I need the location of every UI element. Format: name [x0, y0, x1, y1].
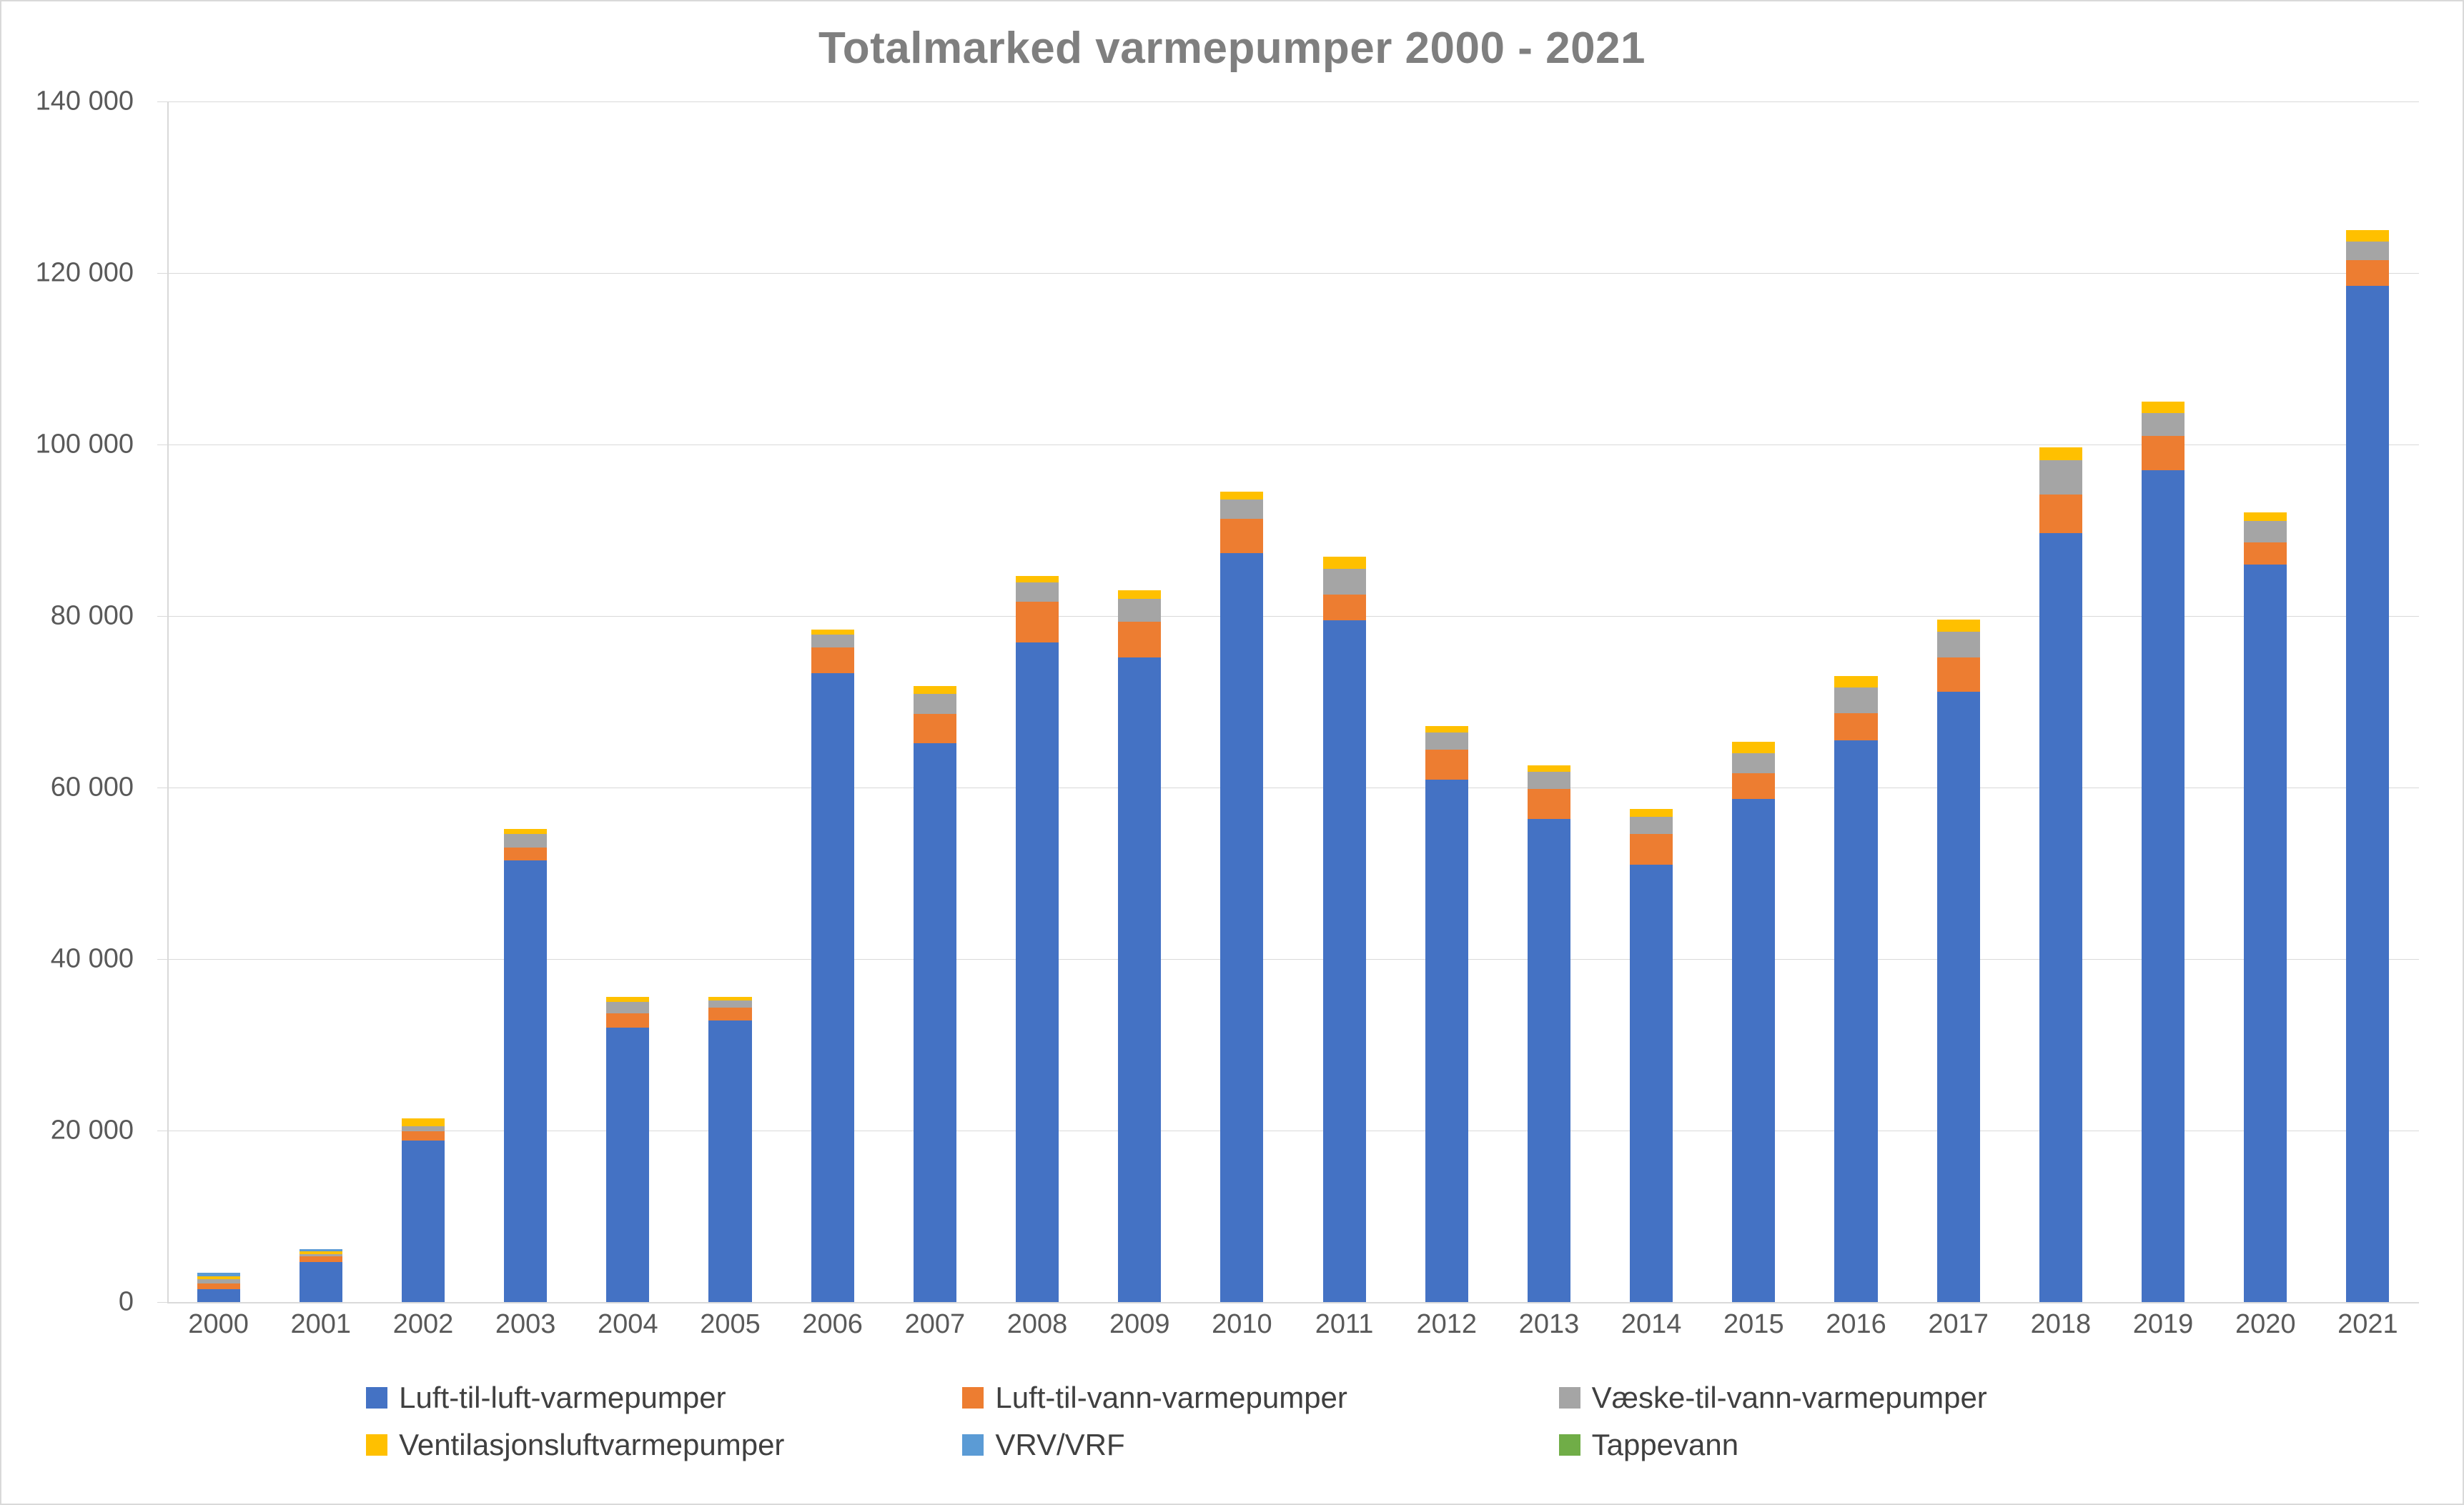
bar-segment[interactable] [1834, 713, 1877, 740]
bar-segment[interactable] [300, 1262, 342, 1302]
y-axis-tick [157, 444, 167, 445]
bar-segment[interactable] [1016, 582, 1059, 601]
legend-swatch-icon [962, 1387, 984, 1409]
legend-label: Luft-til-luft-varmepumper [399, 1381, 726, 1414]
bar-group[interactable] [197, 1273, 240, 1302]
bar-segment[interactable] [1732, 799, 1775, 1302]
x-axis-label: 2003 [495, 1309, 556, 1339]
bar-group[interactable] [1016, 576, 1059, 1302]
bar-segment[interactable] [2346, 286, 2389, 1302]
x-axis-label: 2017 [1928, 1309, 1989, 1339]
x-axis-label: 2005 [700, 1309, 761, 1339]
bar-segment[interactable] [811, 635, 854, 647]
bar-segment[interactable] [2346, 230, 2389, 242]
legend-label: Luft-til-vann-varmepumper [995, 1381, 1347, 1414]
bar-segment[interactable] [300, 1256, 342, 1261]
bar-group[interactable] [402, 1118, 445, 1302]
bar-segment[interactable] [402, 1126, 445, 1131]
x-axis-label: 2011 [1315, 1309, 1374, 1339]
bar-segment[interactable] [2039, 460, 2082, 495]
bar-segment[interactable] [2244, 565, 2287, 1302]
x-axis-label: 2010 [1212, 1309, 1272, 1339]
bar-group[interactable] [1834, 676, 1877, 1302]
bar-segment[interactable] [2039, 447, 2082, 460]
legend-item[interactable] [337, 1381, 934, 1415]
bar-segment[interactable] [1118, 657, 1161, 1302]
bar-segment[interactable] [1528, 772, 1570, 789]
bar-group[interactable] [2244, 512, 2287, 1302]
bar-segment[interactable] [1732, 773, 1775, 799]
bar-group[interactable] [2346, 230, 2389, 1302]
bar-group[interactable] [300, 1249, 342, 1302]
bar-segment[interactable] [197, 1283, 240, 1289]
y-axis-tick [157, 959, 167, 960]
bar-segment[interactable] [1630, 865, 1673, 1302]
x-axis-label: 2001 [290, 1309, 352, 1339]
y-axis-label: 60 000 [50, 772, 134, 803]
x-axis-label: 2013 [1518, 1309, 1580, 1339]
x-axis-line [167, 1302, 2419, 1303]
gridline [167, 444, 2419, 445]
bar-segment[interactable] [2039, 533, 2082, 1302]
bar-segment[interactable] [2142, 470, 2185, 1302]
bar-segment[interactable] [1323, 557, 1366, 569]
x-axis-label: 2019 [2132, 1309, 2194, 1339]
bar-segment[interactable] [1528, 765, 1570, 773]
bar-segment[interactable] [1937, 657, 1980, 692]
bar-segment[interactable] [197, 1289, 240, 1302]
bar-segment[interactable] [1118, 599, 1161, 622]
bar-group[interactable] [1425, 726, 1468, 1302]
bar-group[interactable] [1323, 557, 1366, 1302]
x-axis-label: 2000 [188, 1309, 249, 1339]
y-axis-label: 80 000 [50, 600, 134, 631]
x-axis-label: 2002 [392, 1309, 454, 1339]
bar-segment[interactable] [1016, 576, 1059, 583]
bar-segment[interactable] [1323, 569, 1366, 595]
gridline [167, 273, 2419, 274]
bar-segment[interactable] [1630, 834, 1673, 865]
x-axis-label: 2008 [1006, 1309, 1068, 1339]
legend-swatch-icon [366, 1387, 387, 1409]
bar-segment[interactable] [1630, 817, 1673, 834]
bar-segment[interactable] [914, 694, 956, 714]
bar-group[interactable] [914, 686, 956, 1302]
bar-segment[interactable] [1323, 595, 1366, 620]
bar-group[interactable] [708, 997, 751, 1302]
y-axis-tick [157, 616, 167, 617]
bar-segment[interactable] [1220, 500, 1263, 520]
bar-segment[interactable] [2346, 242, 2389, 260]
legend-item[interactable] [1530, 1381, 2127, 1415]
bar-segment[interactable] [914, 743, 956, 1302]
bar-segment[interactable] [1937, 692, 1980, 1302]
bar-segment[interactable] [1016, 642, 1059, 1302]
bar-segment[interactable] [914, 686, 956, 694]
legend-swatch-icon [1559, 1387, 1580, 1409]
legend-label: VRV/VRF [995, 1428, 1125, 1461]
bar-segment[interactable] [2244, 512, 2287, 521]
y-axis-label: 140 000 [35, 86, 134, 116]
bar-segment[interactable] [606, 1028, 649, 1302]
bar-segment[interactable] [1528, 789, 1570, 819]
bar-segment[interactable] [2142, 402, 2185, 413]
bar-group[interactable] [811, 630, 854, 1302]
chart-title: Totalmarked varmepumper 2000 - 2021 [818, 24, 1646, 73]
bar-segment[interactable] [1732, 753, 1775, 773]
bar-segment[interactable] [1425, 780, 1468, 1302]
bar-group[interactable] [1220, 492, 1263, 1302]
legend-item[interactable] [934, 1381, 1530, 1415]
bar-segment[interactable] [708, 1000, 751, 1008]
legend-swatch-icon [1559, 1434, 1580, 1456]
bar-segment[interactable] [606, 1013, 649, 1028]
bar-group[interactable] [2142, 402, 2185, 1302]
x-axis-label: 2016 [1826, 1309, 1886, 1339]
bar-group[interactable] [1732, 742, 1775, 1302]
bar-segment[interactable] [1528, 819, 1570, 1302]
x-axis-label: 2009 [1109, 1309, 1170, 1339]
bar-segment[interactable] [1118, 590, 1161, 599]
bar-segment[interactable] [708, 1008, 751, 1020]
x-axis-label: 2021 [2337, 1309, 2398, 1339]
legend-label: Ventilasjonsluftvarmepumper [399, 1428, 785, 1461]
legend-item[interactable] [337, 1428, 934, 1462]
bar-group[interactable] [1937, 620, 1980, 1302]
x-axis-label: 2014 [1621, 1309, 1682, 1339]
bar-segment[interactable] [2244, 521, 2287, 542]
bar-segment[interactable] [1220, 519, 1263, 553]
bar-segment[interactable] [402, 1141, 445, 1302]
bar-group[interactable] [2039, 447, 2082, 1302]
bar-segment[interactable] [811, 647, 854, 673]
bar-segment[interactable] [504, 829, 547, 834]
plot-area [167, 101, 2419, 1302]
x-axis-label: 2020 [2235, 1309, 2296, 1339]
bar-segment[interactable] [1220, 492, 1263, 500]
y-axis-label: 0 [118, 1286, 134, 1317]
bar-segment[interactable] [1834, 687, 1877, 713]
bar-segment[interactable] [811, 630, 854, 635]
bar-segment[interactable] [504, 834, 547, 848]
bar-segment[interactable] [1834, 676, 1877, 687]
bar-segment[interactable] [504, 860, 547, 1302]
bar-segment[interactable] [606, 997, 649, 1002]
legend-item[interactable] [934, 1428, 1530, 1462]
legend-swatch-icon [962, 1434, 984, 1456]
bar-segment[interactable] [1425, 750, 1468, 780]
bar-segment[interactable] [1425, 732, 1468, 750]
bar-segment[interactable] [1834, 740, 1877, 1302]
x-axis-label: 2004 [598, 1309, 658, 1339]
bar-segment[interactable] [2346, 260, 2389, 286]
y-axis-tick [157, 1302, 167, 1303]
y-axis-tick [157, 273, 167, 274]
bar-segment[interactable] [1220, 553, 1263, 1302]
bar-group[interactable] [606, 997, 649, 1302]
bar-segment[interactable] [2142, 413, 2185, 436]
bar-segment[interactable] [1016, 602, 1059, 643]
gridline [167, 101, 2419, 102]
bar-segment[interactable] [2142, 436, 2185, 470]
bar-segment[interactable] [914, 714, 956, 743]
bar-group[interactable] [504, 829, 547, 1302]
chart-legend [1, 1381, 2463, 1475]
y-axis-label: 100 000 [35, 429, 134, 460]
bar-segment[interactable] [402, 1131, 445, 1141]
bar-segment[interactable] [1630, 809, 1673, 817]
legend-label: Tappevann [1591, 1428, 1739, 1461]
bar-group[interactable] [1118, 590, 1161, 1302]
x-axis-label: 2018 [2030, 1309, 2092, 1339]
bar-segment[interactable] [1937, 632, 1980, 657]
x-axis-label: 2015 [1723, 1309, 1784, 1339]
bar-segment[interactable] [606, 1002, 649, 1013]
bar-segment[interactable] [2244, 542, 2287, 565]
legend-swatch-icon [366, 1434, 387, 1456]
y-axis-label: 40 000 [50, 943, 134, 974]
bar-segment[interactable] [1323, 620, 1366, 1302]
y-axis-label: 120 000 [35, 257, 134, 288]
x-axis-label: 2007 [904, 1309, 966, 1339]
bar-segment[interactable] [1937, 620, 1980, 632]
bar-segment[interactable] [504, 848, 547, 860]
x-axis-label: 2006 [802, 1309, 863, 1339]
bar-segment[interactable] [1732, 742, 1775, 753]
bar-group[interactable] [1630, 809, 1673, 1302]
x-axis-label: 2012 [1416, 1309, 1478, 1339]
legend-item[interactable] [1530, 1428, 2127, 1462]
bar-segment[interactable] [1118, 622, 1161, 657]
bar-segment[interactable] [811, 673, 854, 1302]
bar-group[interactable] [1528, 765, 1570, 1302]
bar-segment[interactable] [2039, 495, 2082, 533]
bar-segment[interactable] [402, 1118, 445, 1126]
bar-segment[interactable] [1425, 726, 1468, 733]
y-axis-label: 20 000 [50, 1115, 134, 1146]
legend-label: Væske-til-vann-varmepumper [1591, 1381, 1987, 1414]
y-axis-tick [157, 101, 167, 102]
bar-segment[interactable] [708, 1020, 751, 1302]
